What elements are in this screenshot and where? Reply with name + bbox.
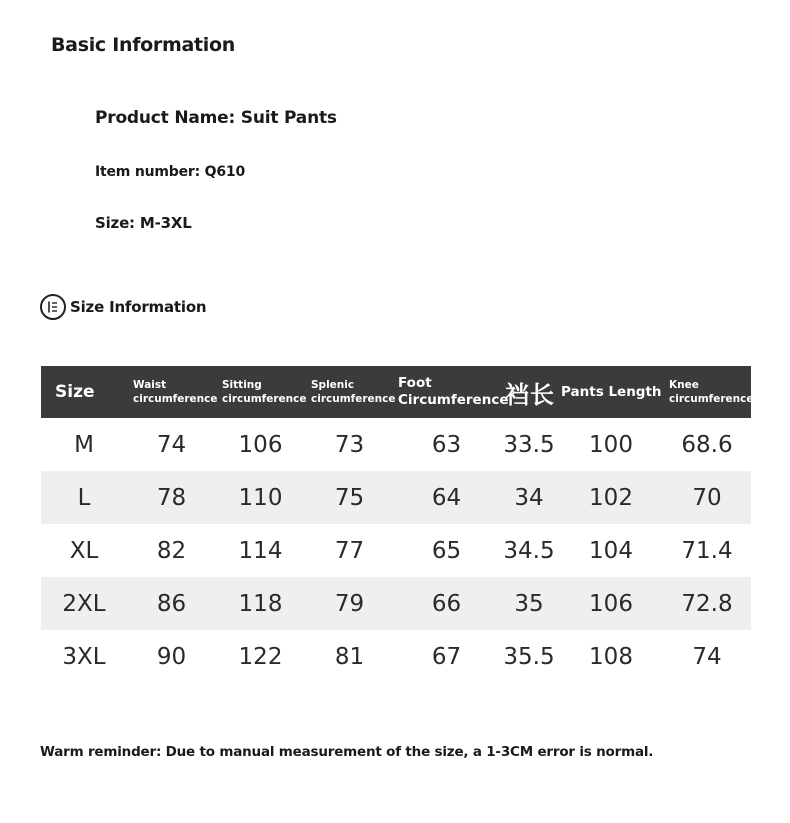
cell-splenic: 73 xyxy=(334,431,365,458)
header-splenic: Splenic circumference xyxy=(311,379,396,405)
cell-crotch: 35 xyxy=(514,590,544,617)
table-row xyxy=(41,630,751,683)
cell-foot: 67 xyxy=(431,643,462,670)
table-row xyxy=(41,577,751,630)
cell-crotch: 35.5 xyxy=(503,643,555,670)
header-size: Size xyxy=(55,382,95,402)
cell-waist: 74 xyxy=(156,431,187,458)
cell-splenic: 81 xyxy=(334,643,365,670)
table-row xyxy=(41,471,751,524)
size-table xyxy=(41,366,754,683)
cell-knee: 74 xyxy=(692,643,722,670)
cell-size: 3XL xyxy=(62,643,106,670)
cell-knee: 68.6 xyxy=(681,431,733,458)
header-waist: Waist circumference xyxy=(133,379,218,405)
product-name: Product Name: Suit Pants xyxy=(95,108,337,128)
cell-foot: 64 xyxy=(431,484,462,511)
cell-foot: 66 xyxy=(431,590,462,617)
cell-knee: 71.4 xyxy=(681,537,733,564)
cell-sitting: 106 xyxy=(238,431,283,458)
cell-pants-length: 102 xyxy=(589,484,633,511)
cell-knee: 70 xyxy=(692,484,722,511)
cell-crotch: 34 xyxy=(514,484,544,511)
header-pants-length: Pants Length xyxy=(561,384,662,400)
size-info-heading xyxy=(40,292,206,322)
header-foot: Foot Circumference xyxy=(398,375,509,408)
cell-splenic: 77 xyxy=(334,537,365,564)
table-row xyxy=(41,418,751,471)
cell-pants-length: 100 xyxy=(589,431,633,458)
cell-waist: 90 xyxy=(156,643,187,670)
cell-splenic: 79 xyxy=(334,590,365,617)
cell-pants-length: 104 xyxy=(589,537,633,564)
cell-waist: 78 xyxy=(156,484,187,511)
list-circle-icon xyxy=(40,294,66,320)
basic-info-heading: Basic Information xyxy=(51,34,235,56)
item-number: Item number: Q610 xyxy=(95,164,245,180)
cell-foot: 63 xyxy=(431,431,462,458)
cell-splenic: 75 xyxy=(334,484,365,511)
cell-foot: 65 xyxy=(431,537,462,564)
cell-pants-length: 106 xyxy=(589,590,633,617)
cell-crotch: 33.5 xyxy=(503,431,555,458)
cell-waist: 82 xyxy=(156,537,187,564)
header-sitting: Sitting circumference xyxy=(222,379,307,405)
warm-reminder: Warm reminder: Due to manual measurement of the size, a 1-3CM error is normal. xyxy=(40,744,654,760)
cell-sitting: 110 xyxy=(238,484,283,511)
cell-pants-length: 108 xyxy=(589,643,633,670)
cell-size: M xyxy=(74,431,94,458)
cell-waist: 86 xyxy=(156,590,187,617)
cell-sitting: 114 xyxy=(238,537,283,564)
cell-sitting: 122 xyxy=(238,643,283,670)
cell-crotch: 34.5 xyxy=(503,537,555,564)
size-range: Size: M-3XL xyxy=(95,214,192,232)
cell-sitting: 118 xyxy=(238,590,283,617)
header-crotch: 裆长 xyxy=(505,380,555,409)
cell-size: L xyxy=(77,484,91,511)
cell-knee: 72.8 xyxy=(681,590,733,617)
size-info-label: Size Information xyxy=(70,298,207,316)
table-header-row xyxy=(41,366,751,418)
table-row xyxy=(41,524,751,577)
header-knee: Knee circumference xyxy=(669,379,754,405)
cell-size: XL xyxy=(69,537,99,564)
cell-size: 2XL xyxy=(62,590,106,617)
